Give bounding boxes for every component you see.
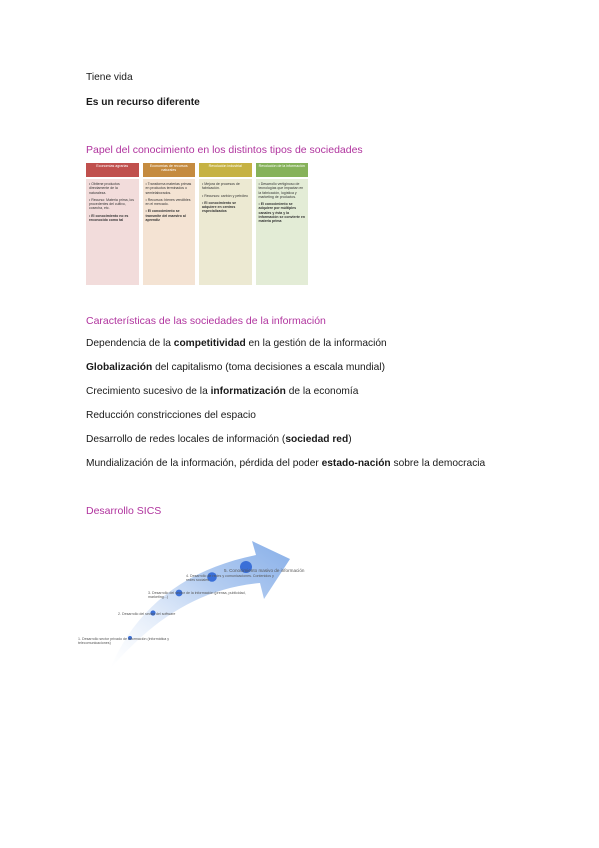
caracteristica-item bbox=[86, 410, 256, 421]
societies-column-item: • Mejora de procesos de fabricación. bbox=[202, 182, 240, 191]
heading-caracteristicas: Características de las sociedades de la información bbox=[86, 315, 326, 327]
caracteristica-item bbox=[86, 458, 485, 469]
societies-column-item: • Recursos: bienes vendibles en el mercado. bbox=[145, 197, 191, 207]
caracteristica-text: Reducción constricciones del espacio bbox=[86, 410, 256, 421]
caracteristica-text: del capitalismo (toma decisiones a escala mundial) bbox=[152, 362, 385, 373]
societies-column-header: Revolución de la información bbox=[256, 163, 309, 177]
caracteristica-text: Mundialización de la información, pérdida del poder bbox=[86, 458, 322, 469]
caracteristica-keyword: competitividad bbox=[173, 338, 246, 349]
societies-column-body bbox=[256, 179, 309, 285]
caracteristica-item bbox=[86, 434, 352, 445]
heading-desarrollo-sics: Desarrollo SICS bbox=[86, 505, 162, 517]
sics-arrow bbox=[110, 541, 290, 669]
societies-table bbox=[86, 163, 308, 285]
societies-column-body bbox=[86, 179, 139, 285]
societies-column-item: • Recurso: Materia prima, los procedentes del cultivo, cosecha, etc. bbox=[89, 197, 134, 211]
societies-column-header: Economías de recursos naturales bbox=[143, 163, 196, 177]
sics-arrow-graphic bbox=[76, 527, 316, 672]
sics-step-3-label: 3. Desarrollo del sector de la información (prensa, publicidad, marketing...) bbox=[148, 591, 246, 599]
sics-diagram bbox=[76, 527, 316, 672]
societies-column-item: • El conocimiento se adquiere en centros especializados bbox=[202, 200, 237, 214]
societies-column bbox=[199, 163, 252, 285]
caracteristica-item bbox=[86, 338, 387, 349]
societies-column-item: • Recursos: carbón y petróleo bbox=[202, 193, 248, 198]
intro-line-tiene-vida: Tiene vida bbox=[86, 72, 133, 83]
caracteristica-item bbox=[86, 386, 358, 397]
societies-column-body bbox=[199, 179, 252, 285]
caracteristica-text: Crecimiento sucesivo de la bbox=[86, 386, 211, 397]
sics-step-1-label: 1. Desarrollo sector privado de información (informática y telecomunicaciones) bbox=[78, 637, 170, 645]
societies-column-body bbox=[143, 179, 196, 285]
sics-step-5-label: 5. Conocimiento masivo de información bbox=[224, 568, 305, 573]
caracteristica-text: sobre la democracia bbox=[390, 458, 486, 469]
societies-column bbox=[86, 163, 139, 285]
intro-line-recurso-diferente: Es un recurso diferente bbox=[86, 97, 200, 108]
societies-column-item: • El conocimiento se adquiere por múltiples canales y ésta y la información se convierte en materia prima bbox=[258, 202, 305, 224]
societies-column-item: • Obtiene productos directamente de la naturaleza. bbox=[89, 182, 120, 195]
societies-column-header: Revolución industrial bbox=[199, 163, 252, 177]
societies-column bbox=[143, 163, 196, 285]
caracteristica-keyword: sociedad red bbox=[285, 434, 349, 445]
sics-step-4-label: 4. Desarrollo de redes y comunicaciones. Contenidos y redes sociales bbox=[186, 574, 274, 582]
caracteristica-keyword: Globalización bbox=[86, 362, 153, 373]
heading-papel-conocimiento: Papel del conocimiento en los distintos tipos de sociedades bbox=[86, 144, 363, 156]
caracteristica-text: en la gestión de la información bbox=[245, 338, 387, 349]
societies-column-item: • El conocimiento se transmite del maestro al aprendiz bbox=[145, 209, 186, 223]
societies-column-item: • Transforma materias primas en productos terminados o semielaborados. bbox=[145, 182, 192, 195]
caracteristica-item bbox=[86, 362, 385, 373]
caracteristica-text: Desarrollo de redes locales de información ( bbox=[86, 434, 286, 445]
societies-column bbox=[256, 163, 309, 285]
caracteristica-keyword: estado-nación bbox=[321, 458, 391, 469]
caracteristica-text: de la economía bbox=[285, 386, 359, 397]
caracteristica-keyword: informatización bbox=[210, 386, 286, 397]
sics-step-2-label: 2. Desarrollo del sector del software bbox=[118, 612, 176, 616]
caracteristica-text: ) bbox=[348, 434, 352, 445]
societies-column-header: Economías agrarias bbox=[86, 163, 139, 177]
societies-column-item: • Desarrollo vertiginoso de tecnologías que impactan en la fabricación, logística y marketing de productos. bbox=[258, 182, 304, 199]
caracteristica-text: Dependencia de la bbox=[86, 338, 174, 349]
societies-column-item: • El conocimiento no es reconocido como tal bbox=[89, 213, 129, 223]
